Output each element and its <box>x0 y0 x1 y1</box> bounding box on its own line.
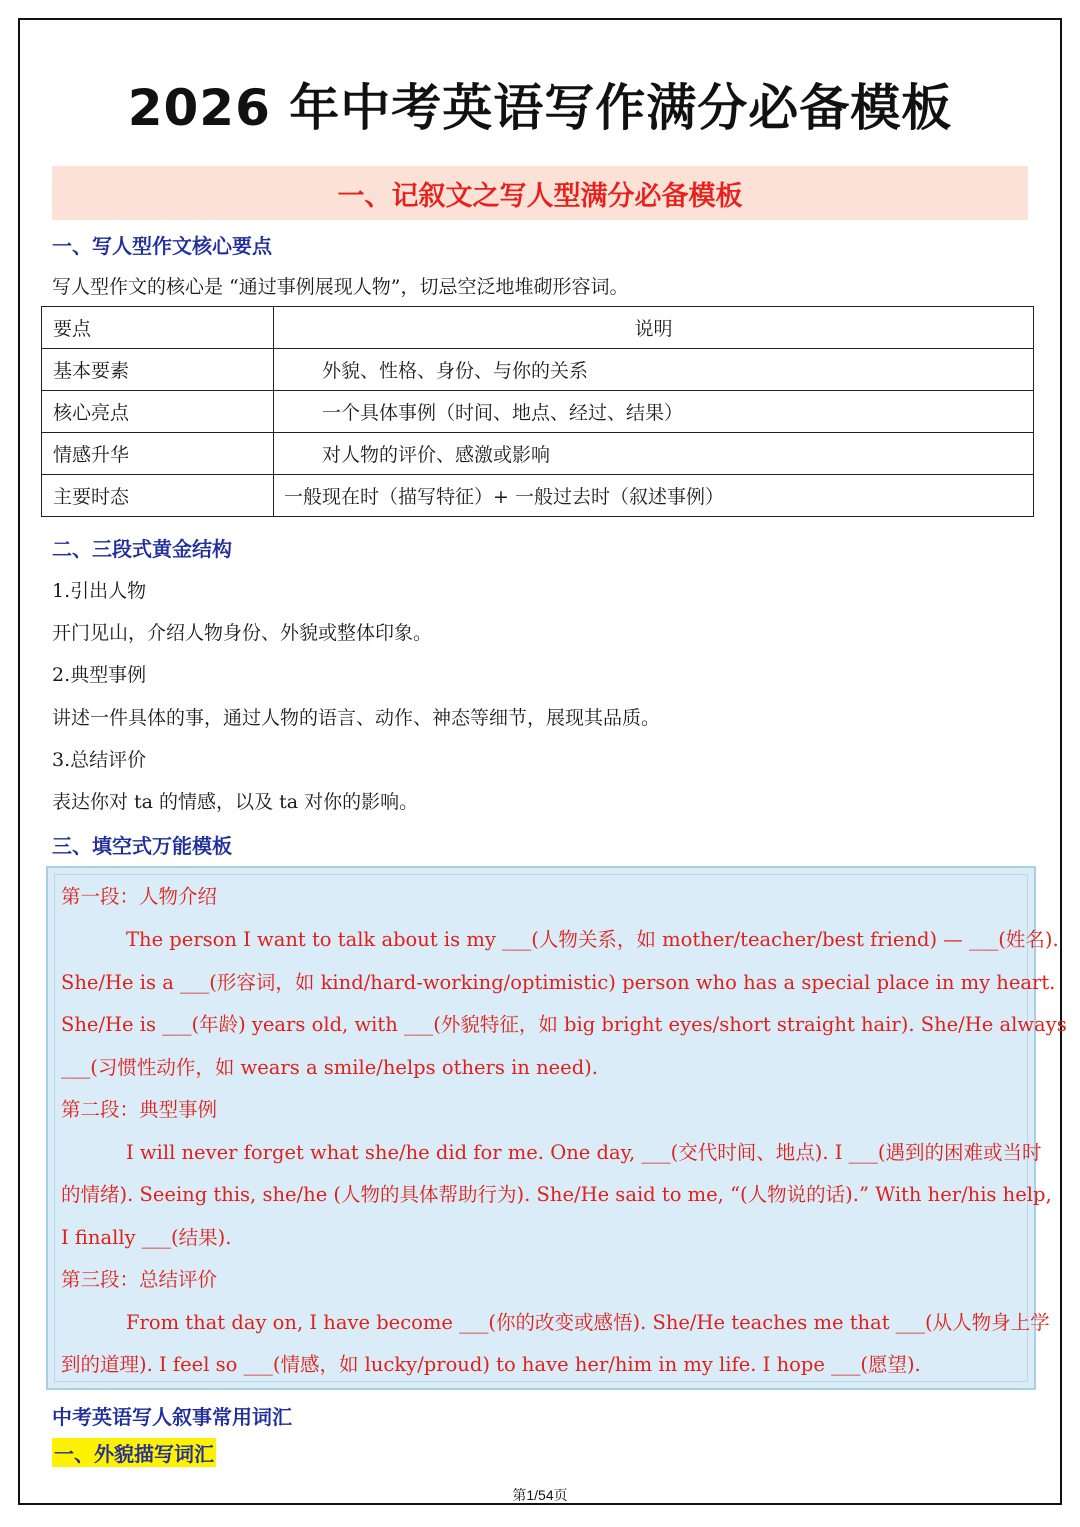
table-row <box>42 391 1034 433</box>
template-paragraph-label: 第一段：人物介绍 <box>61 885 218 908</box>
template-line: From that day on, I have become ___(你的改变或感悟). She/He teaches me that ___(从人物身上学 <box>126 1311 1050 1334</box>
core-points-intro: 写人型作文的核心是 “通过事例展现人物”，切忌空泛地堆砌形容词。 <box>52 276 629 298</box>
highlighted-subheading: 一、外貌描写词汇 <box>52 1438 216 1467</box>
table-cell: 外貌、性格、身份、与你的关系 <box>274 349 1034 391</box>
template-line: 的情绪). Seeing this, she/he (人物的具体帮助行为). She/He said to me, “(人物说的话).” With her/his help, <box>61 1183 1052 1206</box>
table-cell: 一个具体事例（时间、地点、经过、结果） <box>274 391 1034 433</box>
table-cell: 主要时态 <box>42 475 274 517</box>
structure-item-title: 3.总结评价 <box>52 749 147 771</box>
structure-item-title: 2.典型事例 <box>52 664 147 686</box>
template-line: ___(习惯性动作，如 wears a smile/helps others in need). <box>61 1056 598 1079</box>
heading-template: 三、填空式万能模板 <box>52 834 232 858</box>
table-header-cell: 说明 <box>274 307 1034 349</box>
table-header-cell: 要点 <box>42 307 274 349</box>
table-header-row <box>42 307 1034 349</box>
table-cell: 对人物的评价、感激或影响 <box>274 433 1034 475</box>
table-cell: 核心亮点 <box>42 391 274 433</box>
document-title: 2026 年中考英语写作满分必备模板 <box>127 79 953 137</box>
template-paragraph-label: 第三段：总结评价 <box>61 1268 218 1291</box>
table-row <box>42 349 1034 391</box>
heading-structure: 二、三段式黄金结构 <box>52 537 232 561</box>
page-number: 第1/54页 <box>512 1487 568 1503</box>
table-row <box>42 433 1034 475</box>
template-line: I finally ___(结果). <box>61 1226 232 1249</box>
structure-item-desc: 开门见山，介绍人物身份、外貌或整体印象。 <box>52 622 433 644</box>
template-line: The person I want to talk about is my ___(人物关系，如 mother/teacher/best friend) — ___(姓名). <box>126 928 1059 951</box>
structure-item-desc: 表达你对 ta 的情感，以及 ta 对你的影响。 <box>52 791 419 813</box>
table-cell: 基本要素 <box>42 349 274 391</box>
heading-core-points: 一、写人型作文核心要点 <box>52 234 272 258</box>
structure-item-title: 1.引出人物 <box>52 580 147 602</box>
table-row <box>42 475 1034 517</box>
template-line: I will never forget what she/he did for me. One day, ___(交代时间、地点). I ___(遇到的困难或当时 <box>126 1141 1042 1164</box>
template-line: 到的道理). I feel so ___(情感，如 lucky/proud) to have her/him in my life. I hope ___(愿望). <box>61 1353 921 1376</box>
template-line: She/He is a ___(形容词，如 kind/hard-working/optimistic) person who has a special place in my heart. <box>61 971 1056 994</box>
core-points-table <box>41 306 1034 517</box>
template-paragraph-label: 第二段：典型事例 <box>61 1098 218 1121</box>
section-banner <box>52 166 1028 220</box>
banner-text: 一、记叙文之写人型满分必备模板 <box>337 180 743 212</box>
template-line: She/He is ___(年龄) years old, with ___(外貌特征，如 big bright eyes/short straight hair). She/He always <box>61 1013 1067 1036</box>
heading-vocabulary: 中考英语写人叙事常用词汇 <box>52 1405 292 1429</box>
table-cell: 情感升华 <box>42 433 274 475</box>
table-cell: 一般现在时（描写特征）+ 一般过去时（叙述事例） <box>274 475 1034 517</box>
structure-item-desc: 讲述一件具体的事，通过人物的语言、动作、神态等细节，展现其品质。 <box>52 707 661 729</box>
